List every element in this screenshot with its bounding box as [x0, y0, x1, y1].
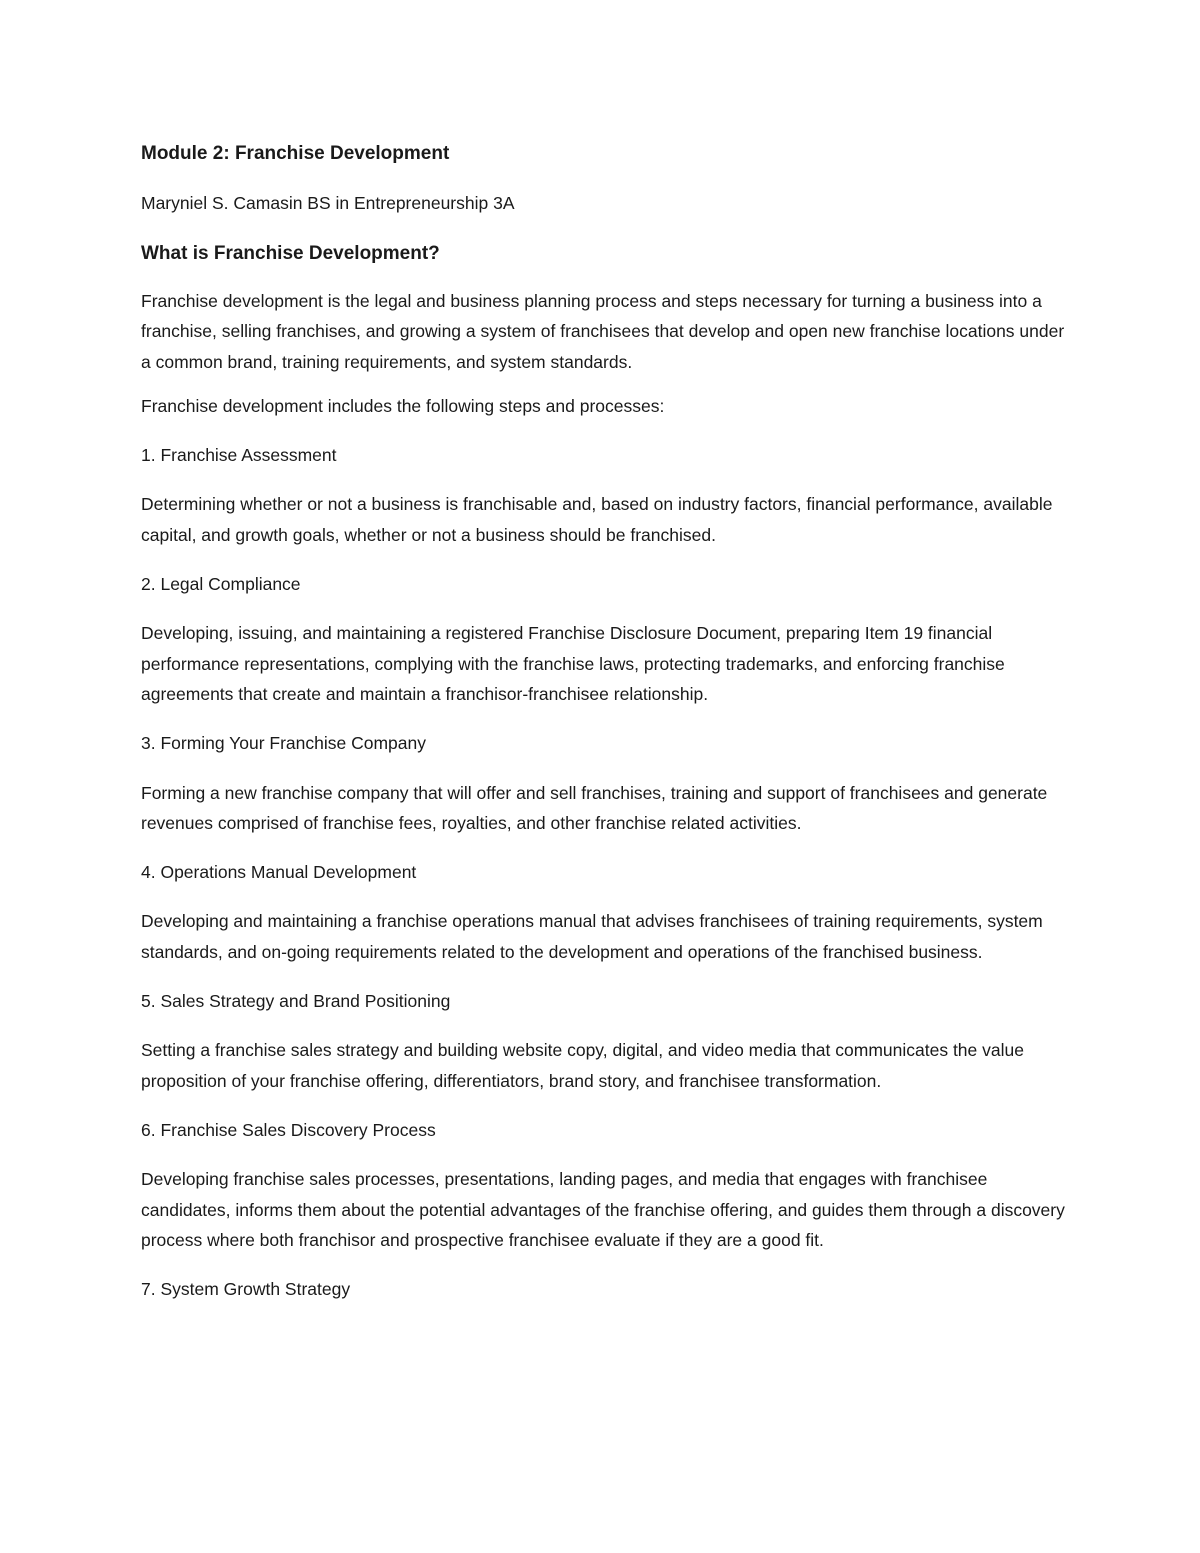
document-page [141, 138, 1066, 1304]
step-body: Setting a franchise sales strategy and building website copy, digital, and video media that communicates the value proposition of your franchise offering, differentiators, brand story, and franchisee transformation. [141, 1040, 1024, 1091]
section-heading: What is Franchise Development? [141, 243, 440, 264]
step-title: 2. Legal Compliance [141, 574, 301, 595]
step-title: 6. Franchise Sales Discovery Process [141, 1119, 436, 1140]
step-title: 7. System Growth Strategy [141, 1279, 351, 1300]
steps-intro-paragraph: Franchise development includes the following steps and processes: [141, 395, 665, 416]
intro-paragraph: Franchise development is the legal and business planning process and steps necessary for turning a business into a franchise, selling franchises, and growing a system of franchisees that develop and open new franchise locations under a common brand, training requirements, and system standards. [141, 291, 1065, 372]
step-title: 4. Operations Manual Development [141, 862, 417, 883]
step-body: Developing, issuing, and maintaining a registered Franchise Disclosure Document, preparing Item 19 financial performance representations, complying with the franchise laws, protecting trademarks, and enforcing franchise agreements that create and maintain a franchisor-franchisee relationship. [141, 623, 1005, 704]
step-title: 1. Franchise Assessment [141, 445, 337, 466]
step-body: Forming a new franchise company that will offer and sell franchises, training and support of franchisees and generate revenues comprised of franchise fees, royalties, and other franchise related activities. [141, 782, 1048, 833]
step-title: 5. Sales Strategy and Brand Positioning [141, 991, 451, 1012]
author-line: Maryniel S. Camasin BS in Entrepreneurship 3A [141, 193, 515, 213]
document-title: Module 2: Franchise Development [141, 143, 450, 164]
step-body: Developing and maintaining a franchise operations manual that advises franchisees of training requirements, system standards, and on-going requirements related to the development and operations of the franchised business. [141, 911, 1043, 962]
step-title: 3. Forming Your Franchise Company [141, 733, 426, 754]
step-body: Determining whether or not a business is franchisable and, based on industry factors, financial performance, available capital, and growth goals, whether or not a business should be franchised. [141, 494, 1053, 545]
step-body: Developing franchise sales processes, presentations, landing pages, and media that engages with franchisee candidates, informs them about the potential advantages of the franchise offering, and guides them through a discovery process where both franchisor and prospective franchisee evaluate if they are a good fit. [141, 1169, 1065, 1250]
